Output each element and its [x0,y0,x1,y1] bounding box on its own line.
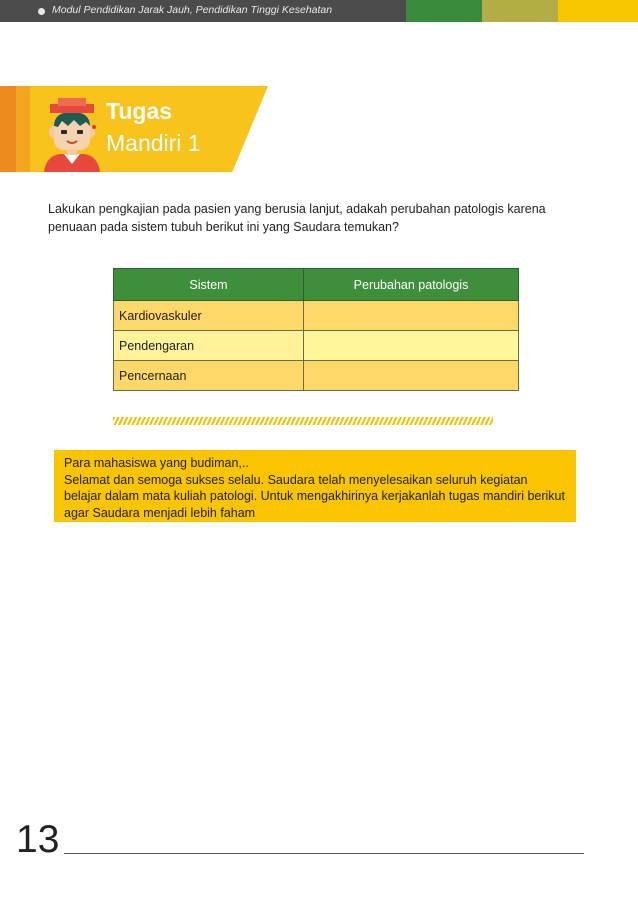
page-header [0,0,638,22]
header-green-segment [406,0,482,22]
cell-perubahan [304,301,519,331]
page-number: 13 [16,818,60,861]
assessment-table [113,268,519,391]
column-header-sistem: Sistem [114,269,304,301]
table-header-row [114,269,519,301]
table-row [114,361,519,391]
cell-sistem: Pencernaan [114,361,304,391]
header-olive-segment [482,0,558,22]
banner-stripe-dark [0,86,16,172]
header-title: Modul Pendidikan Jarak Jauh, Pendidikan Tinggi Kesehatan [52,4,333,16]
column-header-perubahan: Perubahan patologis [304,269,519,301]
cell-perubahan [304,331,519,361]
cell-perubahan [304,361,519,391]
student-avatar-icon [40,96,104,172]
message-greeting: Para mahasiswa yang budiman,.. [64,456,249,470]
footer-rule [64,853,584,854]
banner-title-bold: Tugas [106,98,173,124]
table-row [114,301,519,331]
instruction-text: Lakukan pengkajian pada pasien yang berusia lanjut, adakah perubahan patologis karena penuaan pada sistem tubuh berikut ini yang Saudara temukan? [48,202,546,234]
banner-title-light: Mandiri 1 [106,130,201,156]
cell-sistem: Kardiovaskuler [114,301,304,331]
message-box [54,450,576,522]
cell-sistem: Pendengaran [114,331,304,361]
bullet-icon [38,8,45,15]
hatched-divider [113,417,493,425]
header-dark-segment [0,0,406,22]
table-row [114,331,519,361]
message-body: Selamat dan semoga sukses selalu. Saudara telah menyelesaikan seluruh kegiatan belajar dalam mata kuliah patologi. Untuk mengakhirinya kerjakanlah tugas mandiri berikut agar Saudara menjadi lebih faham [64,472,565,520]
header-yellow-segment [558,0,638,22]
